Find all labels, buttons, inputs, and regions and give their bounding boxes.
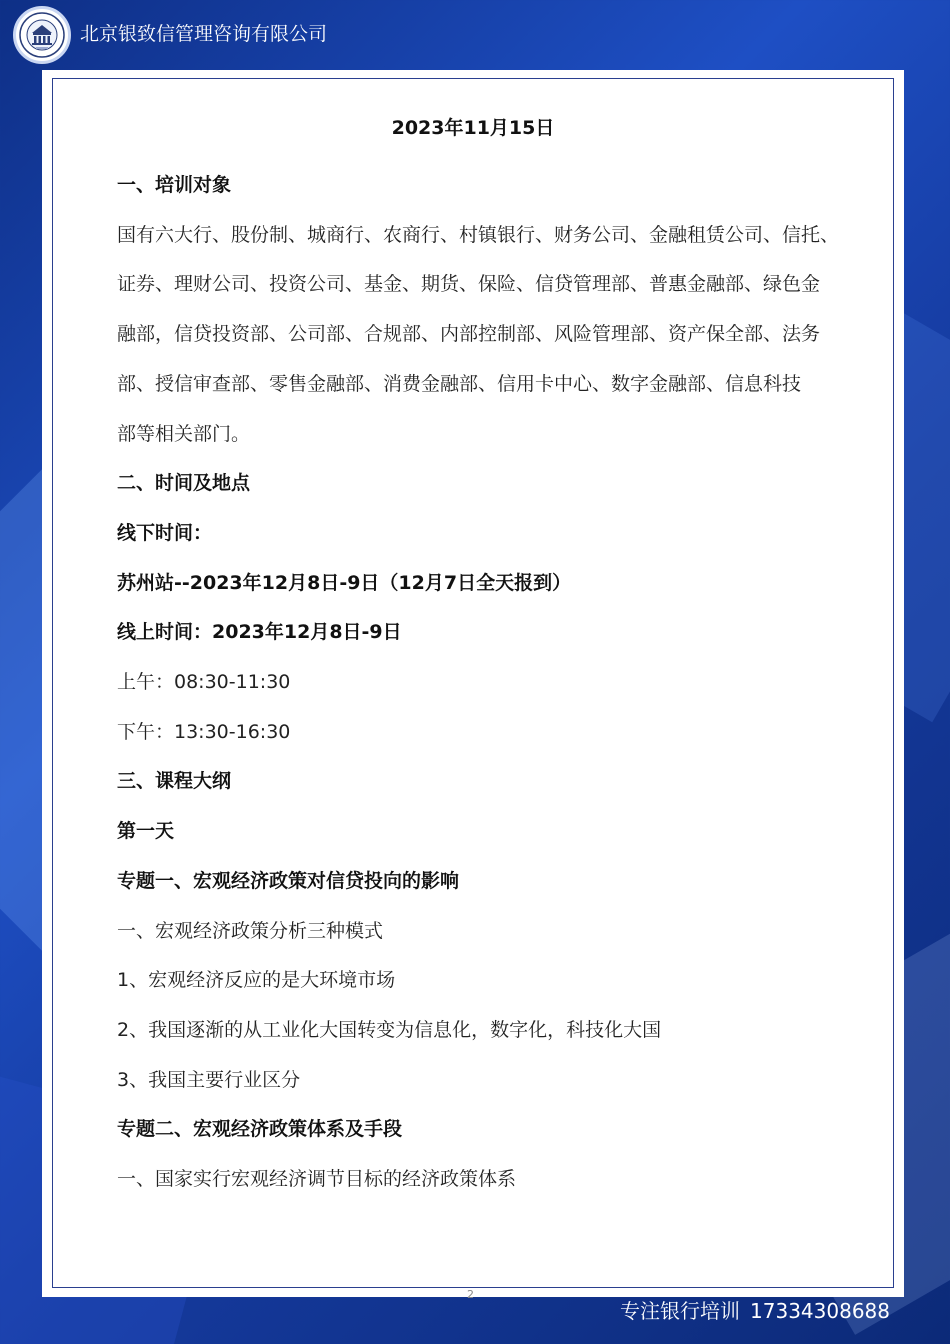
document-date: 2023年11月15日: [391, 117, 555, 139]
body-text-line: 一、宏观经济政策分析三种模式: [117, 920, 384, 942]
body-text-line: 1、宏观经济反应的是大环境市场: [117, 969, 396, 991]
footer-phone: 17334308688: [750, 1299, 890, 1323]
section-heading: 线下时间：: [117, 522, 213, 544]
footer-slogan: 专注银行培训: [620, 1299, 741, 1323]
section-heading: 专题二、宏观经济政策体系及手段: [117, 1118, 403, 1140]
body-text-line: 2、我国逐渐的从工业化大国转变为信息化，数字化，科技化大国: [117, 1019, 662, 1041]
section-heading: 苏州站--2023年12月8日-9日（12月7日全天报到）: [117, 572, 572, 594]
body-text-line: 上午：08:30-11:30: [117, 671, 291, 693]
section-heading: 线上时间：2023年12月8日-9日: [117, 621, 402, 643]
body-text-line: 下午：13:30-16:30: [117, 721, 291, 743]
document-page: [42, 70, 904, 1301]
section-heading: 专题一、宏观经济政策对信贷投向的影响: [117, 870, 460, 892]
body-text-line: 部等相关部门。: [117, 423, 251, 445]
body-text-line: 证券、理财公司、投资公司、基金、期货、保险、信贷管理部、普惠金融部、绿色金: [117, 273, 821, 295]
body-text-line: 国有六大行、股份制、城商行、农商行、村镇银行、财务公司、金融租赁公司、信托、: [117, 224, 840, 246]
section-heading: 一、培训对象: [117, 174, 232, 196]
company-name: 北京银致信管理咨询有限公司: [80, 23, 328, 45]
section-heading: 二、时间及地点: [117, 472, 251, 494]
section-heading: 第一天: [117, 820, 175, 842]
page-header: [0, 0, 950, 70]
page-number: 2: [467, 1288, 474, 1301]
body-text-line: 一、国家实行宏观经济调节目标的经济政策体系: [117, 1168, 517, 1190]
body-text-line: 部、授信审查部、零售金融部、消费金融部、信用卡中心、数字金融部、信息科技: [117, 373, 802, 395]
institution-seal-icon: [16, 9, 68, 61]
section-heading: 三、课程大纲: [117, 770, 232, 792]
page-footer: [620, 1297, 890, 1325]
body-text-line: 融部，信贷投资部、公司部、合规部、内部控制部、风险管理部、资产保全部、法务: [117, 323, 821, 345]
company-logo: [13, 6, 71, 64]
body-text-line: 3、我国主要行业区分: [117, 1069, 301, 1091]
